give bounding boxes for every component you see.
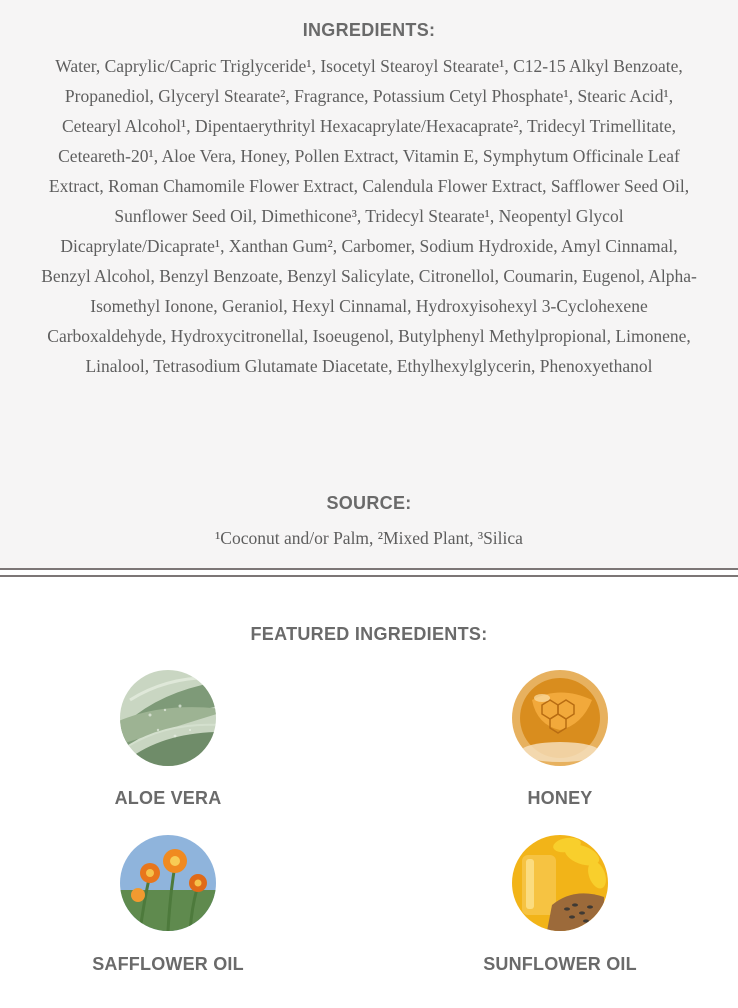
section-divider-top bbox=[0, 568, 738, 570]
safflower-oil-image bbox=[120, 835, 216, 931]
source-list: ¹Coconut and/or Palm, ²Mixed Plant, ³Silica bbox=[215, 528, 523, 548]
honey-image bbox=[512, 670, 608, 766]
ingredients-list: Water, Caprylic/Capric Triglyceride¹, Isocetyl Stearoyl Stearate¹, C12-15 Alkyl Benzoate, Propanediol, Glyceryl Stearate², Fragrance, Potassium Cetyl Phosphate¹, Stearic Acid¹, Cetearyl Alcohol¹, Dipentaerythrityl Hexacaprylate/Hexacaprate², Tridecyl Trimellitate, Ceteareth-20¹, Aloe Vera, Honey, Pollen Extract, Vitamin E, Symphytum Officinale Leaf Extract, Roman Chamomile Flower Extract, Calendula Flower Extract, Safflower Seed Oil, Sunflower Seed Oil, Dimethicone³, Tridecyl Stearate¹, Neopentyl Glycol Dicaprylate/Dicaprate¹, Xanthan Gum², Carbomer, Sodium Hydroxide, Amyl Cinnamal, Benzyl Alcohol, Benzyl Benzoate, Benzyl Salicylate, Citronellol, Coumarin, Eugenol, Alpha-Isomethyl Ionone, Geraniol, Hexyl Cinnamal, Hydroxyisohexyl 3-Cyclohexene Carboxaldehyde, Hydroxycitronellal, Isoeugenol, Butylphenyl Methylpropional, Limonene, Linalool, Tetrasodium Glutamate Diacetate, Ethylhexylglycerin, Phenoxyethanol bbox=[41, 56, 697, 376]
featured-ingredients-heading: FEATURED INGREDIENTS: bbox=[250, 624, 488, 644]
featured-item-aloe-vera bbox=[48, 670, 288, 808]
featured-item-sunflower-oil bbox=[440, 835, 680, 974]
sunflower-oil-label: SUNFLOWER OIL bbox=[483, 954, 637, 974]
source-heading: SOURCE: bbox=[326, 493, 412, 513]
safflower-oil-label: SAFFLOWER OIL bbox=[92, 954, 244, 974]
sunflower-oil-image bbox=[512, 835, 608, 931]
honey-label: HONEY bbox=[527, 788, 593, 808]
ingredients-heading: INGREDIENTS: bbox=[302, 20, 436, 40]
section-divider-bottom bbox=[0, 575, 738, 577]
aloe-vera-image bbox=[120, 670, 216, 766]
featured-item-safflower-oil bbox=[48, 835, 288, 974]
aloe-vera-label: ALOE VERA bbox=[114, 788, 222, 808]
featured-item-honey bbox=[440, 670, 680, 808]
